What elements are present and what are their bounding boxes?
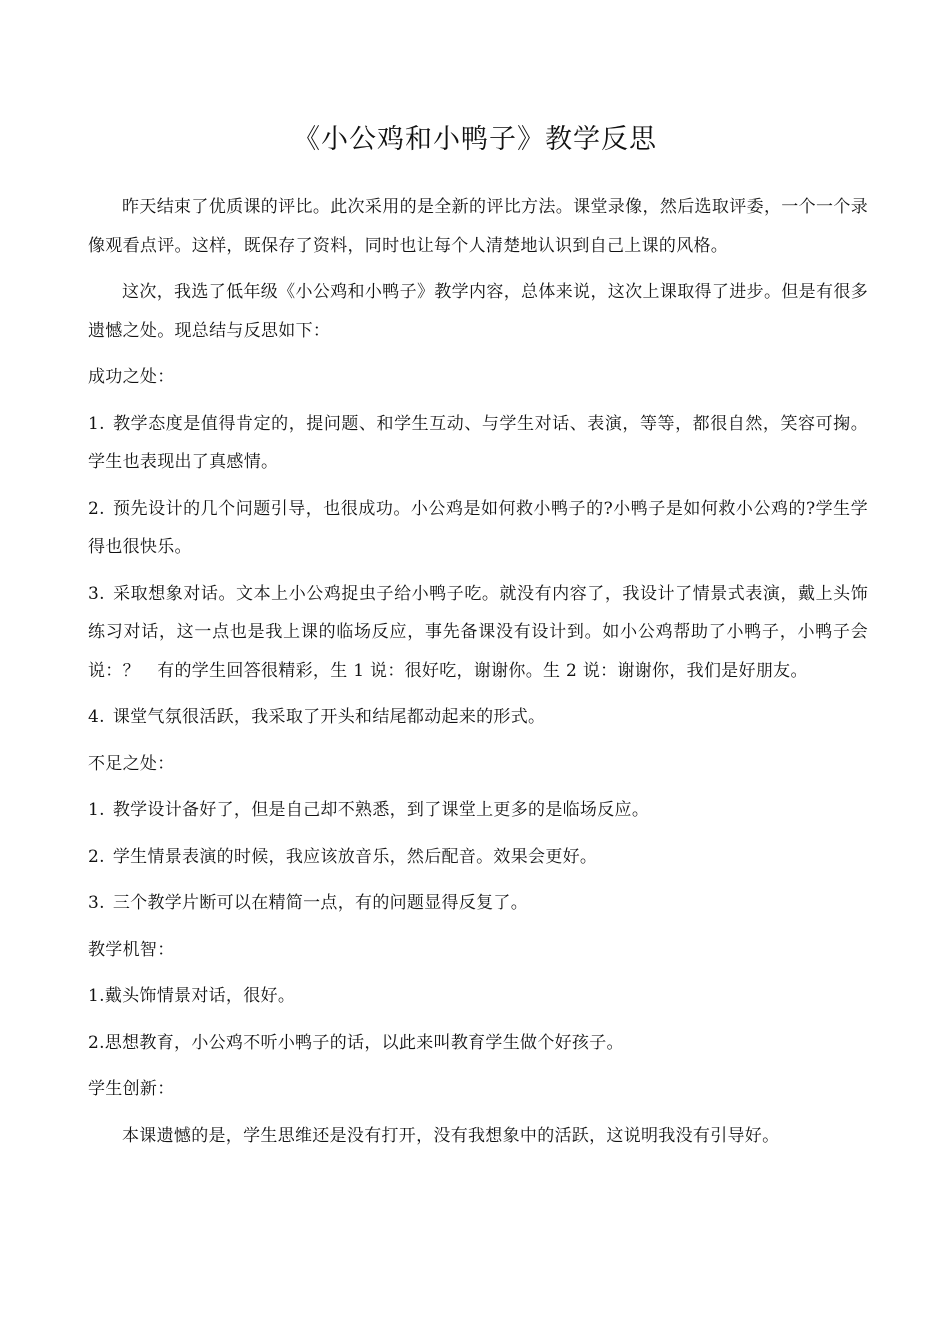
innovation-paragraph: 本课遗憾的是，学生思维还是没有打开，没有我想象中的活跃，这说明我没有引导好。 <box>122 1125 780 1146</box>
wit-item-2: 2.思想教育，小公鸡不听小鸭子的话，以此来叫教育学生做个好孩子。 <box>88 1032 624 1053</box>
page-title: 《小公鸡和小鸭子》教学反思 <box>293 124 657 155</box>
item-text: 三个教学片断可以在精简一点，有的问题显得反复了。 <box>112 893 529 913</box>
document-body <box>88 188 868 1163</box>
item-number: 2. <box>88 846 105 867</box>
success-heading: 成功之处： <box>88 367 175 387</box>
item-text: 教学设计备好了，但是自己却不熟悉，到了课堂上更多的是临场反应。 <box>112 800 650 820</box>
item-number: 2. <box>88 498 105 519</box>
success-item-3 <box>88 575 868 691</box>
wit-heading: 教学机智： <box>88 939 175 960</box>
shortcoming-item-1 <box>88 791 868 830</box>
item-text: 课堂气氛很活跃，我采取了开头和结尾都动起来的形式。 <box>112 707 546 727</box>
shortcomings-heading: 不足之处： <box>88 753 175 774</box>
item-text: 预先设计的几个问题引导，也很成功。小公鸡是如何救小鸭子的?小鸭子是如何救小公鸡的?学生学得也很快乐。 <box>88 498 868 557</box>
item-text: 教学态度是值得肯定的，提问题、和学生互动、与学生对话、表演，等等，都很自然，笑容可掬。学生也表现出了真感情。 <box>88 413 868 472</box>
shortcoming-item-3 <box>88 884 868 923</box>
success-item-1 <box>88 405 868 482</box>
wit-item-1: 1.戴头饰情景对话，很好。 <box>88 986 296 1006</box>
item-number: 3. <box>88 893 105 913</box>
innovation-heading: 学生创新： <box>88 1079 175 1099</box>
success-item-2 <box>88 490 868 567</box>
item-number: 3. <box>88 583 105 604</box>
item-number: 4. <box>88 707 105 727</box>
item-number: 1. <box>88 413 105 434</box>
intro-paragraph-1: 昨天结束了优质课的评比。此次采用的是全新的评比方法。课堂录像，然后选取评委，一个一个录像观看点评。这样，既保存了资料，同时也让每个人清楚地认识到自己上课的风格。 <box>88 197 868 256</box>
success-item-4 <box>88 698 868 737</box>
item-text: 学生情景表演的时候，我应该放音乐，然后配音。效果会更好。 <box>112 846 598 867</box>
item-number: 1. <box>88 800 105 820</box>
item-text: 采取想象对话。文本上小公鸡捉虫子给小鸭子吃。就没有内容了，我设计了情景式表演，戴上头饰练习对话，这一点也是我上课的临场反应，事先备课没有设计到。如小公鸡帮助了小鸭子，小鸭子会说：？ 有的学生回答很精彩，生 1 说：很好吃，谢谢你。生 2 说：谢谢你，我们是好朋友。 <box>88 583 868 681</box>
shortcoming-item-2 <box>88 838 868 877</box>
intro-paragraph-2: 这次，我选了低年级《小公鸡和小鸭子》教学内容，总体来说，这次上课取得了进步。但是有很多遗憾之处。现总结与反思如下： <box>88 282 868 341</box>
